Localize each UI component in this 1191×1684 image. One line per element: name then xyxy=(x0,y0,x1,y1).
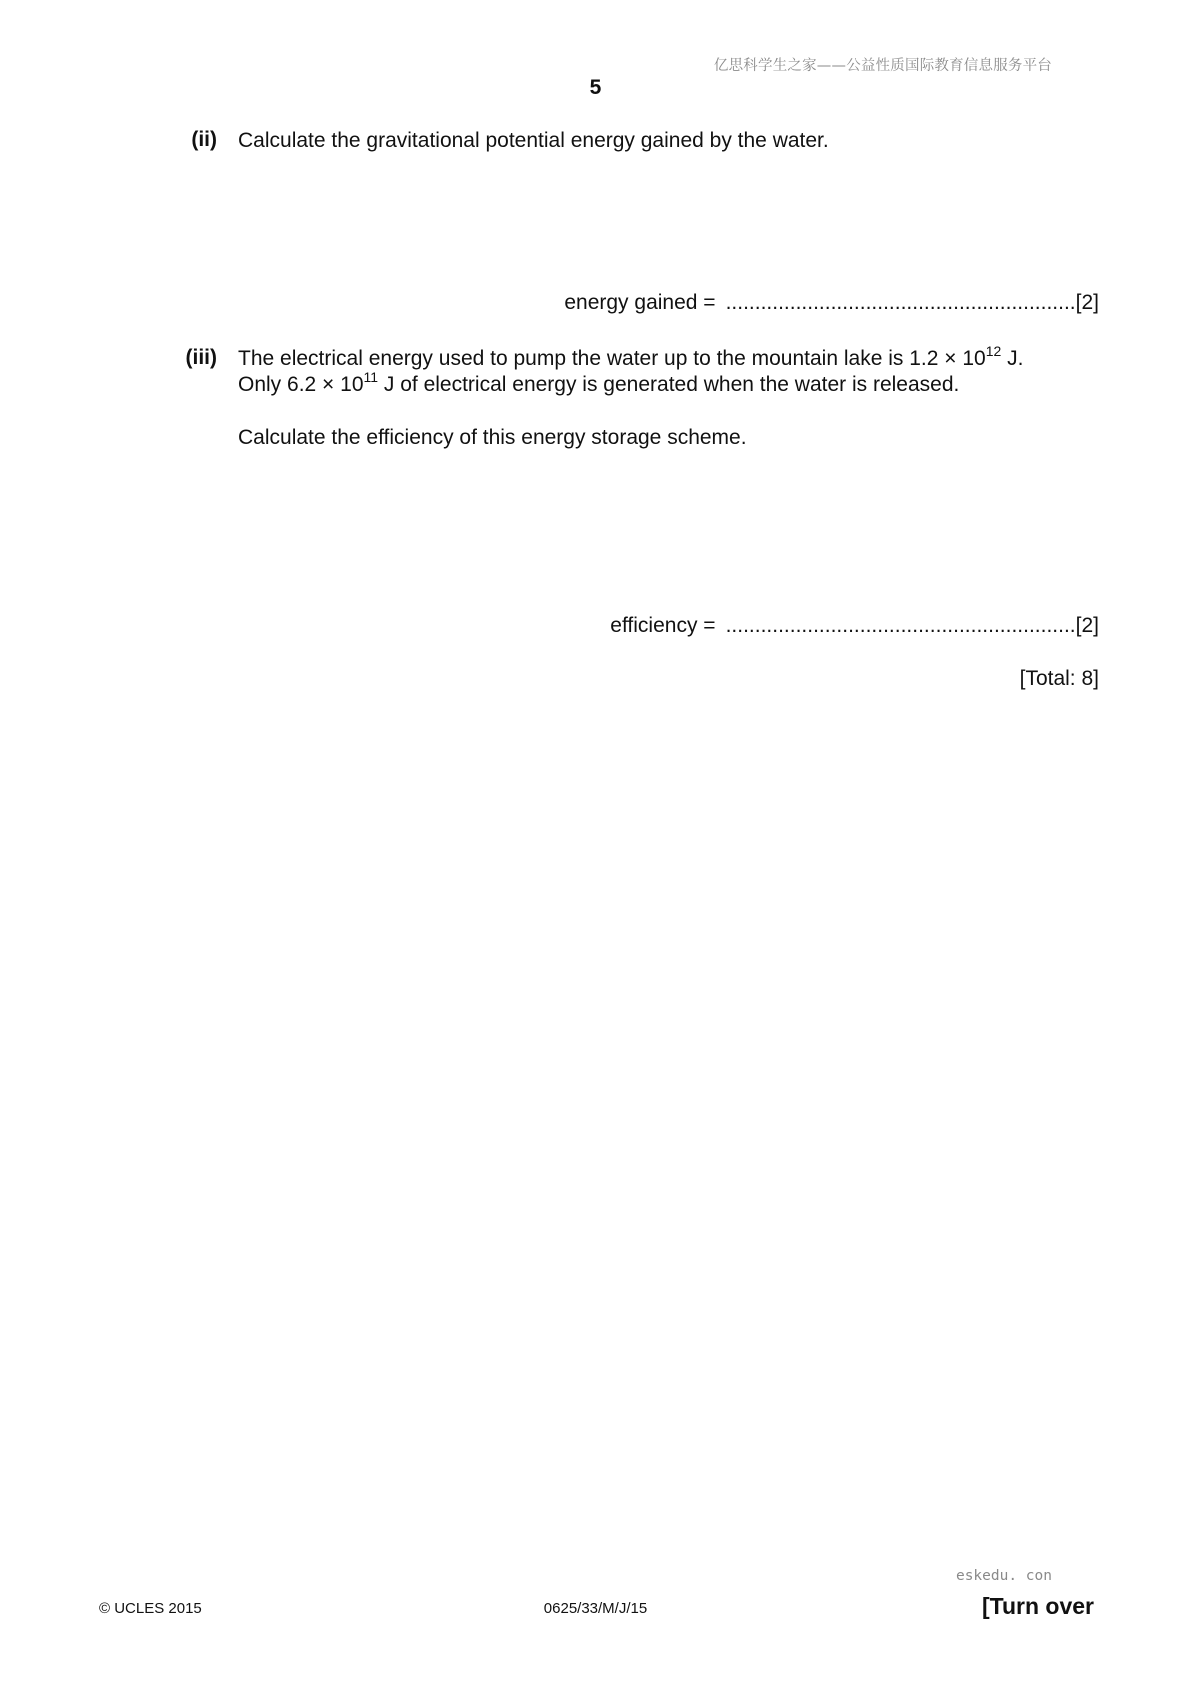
watermark-footer: eskedu. con xyxy=(955,1568,1052,1584)
watermark-header: 亿思科学生之家——公益性质国际教育信息服务平台 xyxy=(713,58,1052,74)
page-number: 5 xyxy=(589,76,602,99)
turn-over: [Turn over xyxy=(981,1593,1094,1619)
question-text-iii-line1: The electrical energy used to pump the water up to the mountain lake is $1.2 \times 10^{12}$ J. xyxy=(238,343,1024,370)
question-text-iii-line2: Only $6.2 \times 10^{11}$ J of electrical energy is generated when the water is released. xyxy=(238,369,960,396)
marks-ii: [2] xyxy=(1075,291,1099,314)
answer-label-efficiency: efficiency = xyxy=(610,614,716,637)
total-marks: [Total: 8] xyxy=(1019,667,1099,690)
marks-iii: [2] xyxy=(1075,614,1099,637)
question-label-iii: (iii) xyxy=(185,346,217,369)
question-prompt-ii: Calculate the gravitational potential energy gained by the water. xyxy=(238,129,829,152)
question-prompt-iii: Calculate the efficiency of this energy storage scheme. xyxy=(238,426,747,449)
copyright: © UCLES 2015 xyxy=(99,1600,202,1617)
answer-line-energy xyxy=(564,291,1099,315)
question-label-ii: (ii) xyxy=(191,128,217,151)
answer-label-energy: energy gained = xyxy=(564,291,716,314)
answer-field-energy[interactable]: ............................................................ xyxy=(725,291,1076,314)
answer-field-efficiency[interactable]: ............................................................ xyxy=(725,614,1076,637)
paper-code: 0625/33/M/J/15 xyxy=(543,1600,648,1617)
answer-line-efficiency xyxy=(610,614,1099,638)
